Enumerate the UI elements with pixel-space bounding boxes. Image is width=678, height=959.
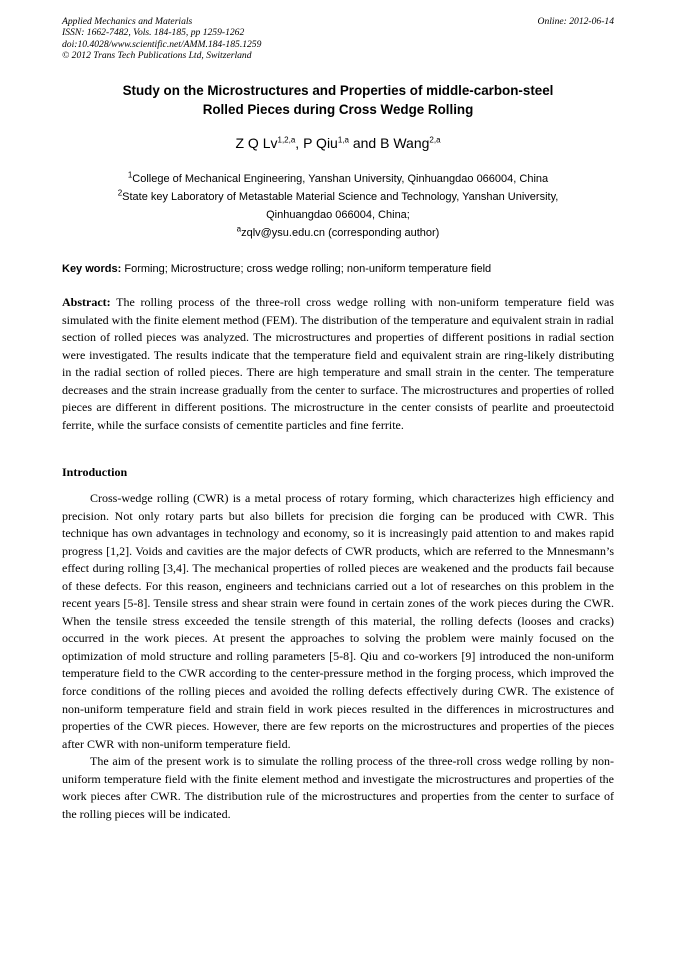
author-list xyxy=(62,133,614,153)
author-superscript: 2,a xyxy=(429,135,441,145)
paragraph: The aim of the present work is to simulate the rolling process of the three-roll cross wedge rolling by non-uniform temperature field with the finite element method and investigate the microstructures and properties of the work pieces after CWR. The distribution rule of the microstructures and properties from the center to surface of the rolling pieces will be indicated. xyxy=(62,754,614,821)
affiliation-2 xyxy=(62,188,614,206)
abstract-text: The rolling process of the three-roll cross wedge rolling with non-uniform temperature field was simulated with the finite element method (FEM). The distribution of the temperature and equivalent strain in radial section of rolled pieces was analyzed. The microstructures and properties of different positions in radial section were investigated. The results indicate that the temperature field and equivalent strain are ring-likely distributing in the radial section of rolled pieces. There are high temperature and small strain in the center. The temperature decreases and the strain increase gradually from the center to surface. The microstructures and properties of rolled pieces are different in different positions. The microstructure in the center consists of pearlite and proeutectoid ferrite, while the surface consists of cementite particles and fine ferrite. xyxy=(62,295,614,432)
affiliation-marker: 2 xyxy=(117,188,123,198)
paragraph: Cross-wedge rolling (CWR) is a metal process of rotary forming, which characterizes high efficiency and precision. Not only rotary parts but also billets for precision die forging can be produced with CWR. This technique has own advantages in technology and economy, so it is increasingly paid attention to and makes rapid progress [1,2]. Voids and cavities are the major defects of CWR products, which are referred to the Mnnesmann’s effect during rolling [3,4]. The mechanical properties of rolled pieces are weakened and the products fail because of these defects. For this reason, engineers and technicians carried out a lot of researches on this problem in the recent years [5-8]. Tensile stress and shear strain were found in certain zones of the work pieces during the CWR. When the tensile stress exceeded the tensile strength of this material, the rolling defects (looses and cracks) occurred in the work pieces. At present the approaches to solving the problem were mainly focused on the optimization of mold structure and rolling parameters [5-8]. Qiu and co-workers [9] introduced the non-uniform temperature field to the CWR according to the center-pressure method in the forging process, which improved the force conditions of the rolling pieces and avoided the rolling defects effectively during CWR. The existence of non-uniform temperature field and strain field in work pieces resulted in the differences in microstructures and properties of the CWR pieces. However, there are few reports on the microstructures and properties of the pieces after CWR with non-uniform temperature field. xyxy=(62,491,614,751)
email-text: zqlv@ysu.edu.cn (corresponding author) xyxy=(241,227,440,239)
doi-line: doi:10.4028/www.scientific.net/AMM.184-185.1259 xyxy=(62,38,262,50)
section-heading-introduction: Introduction xyxy=(62,465,128,479)
author-name: B Wang xyxy=(380,135,430,151)
online-date: Online: 2012-06-14 xyxy=(537,16,614,27)
journal-name: Applied Mechanics and Materials xyxy=(62,16,193,27)
paper-title xyxy=(62,81,614,119)
issn-line: ISSN: 1662-7482, Vols. 184-185, pp 1259-1262 xyxy=(62,27,245,39)
author-separator: , xyxy=(295,135,304,151)
journal-meta xyxy=(62,16,261,62)
affiliations xyxy=(62,170,614,242)
abstract xyxy=(62,294,614,434)
affiliation-1 xyxy=(62,170,614,188)
author-name: Z Q Lv xyxy=(235,135,278,151)
affiliation-text: State key Laboratory of Metastable Material Science and Technology, Yanshan University, xyxy=(122,191,559,203)
keywords-text: Forming; Microstructure; cross wedge rolling; non-uniform temperature field xyxy=(121,263,492,275)
affiliation-text: College of Mechanical Engineering, Yanshan University, Qinhuangdao 066004, China xyxy=(132,173,549,185)
copyright-line: © 2012 Trans Tech Publications Ltd, Switzerland xyxy=(62,50,252,62)
keywords-label: Key words: xyxy=(62,263,122,275)
corresponding-email xyxy=(62,224,614,242)
title-line-2: Rolled Pieces during Cross Wedge Rolling xyxy=(202,102,474,117)
email-marker: a xyxy=(236,224,242,234)
affiliation-marker: 1 xyxy=(127,170,133,180)
introduction-body xyxy=(62,490,614,823)
affiliation-2-cont: Qinhuangdao 066004, China; xyxy=(266,209,410,221)
abstract-label: Abstract: xyxy=(62,295,111,309)
author-superscript: 1,2,a xyxy=(277,135,296,145)
title-line-1: Study on the Microstructures and Properties of middle-carbon-steel xyxy=(122,83,554,98)
author-superscript: 1,a xyxy=(337,135,349,145)
author-name: P Qiu xyxy=(303,135,338,151)
keywords xyxy=(62,261,614,277)
author-separator: and xyxy=(348,135,381,151)
